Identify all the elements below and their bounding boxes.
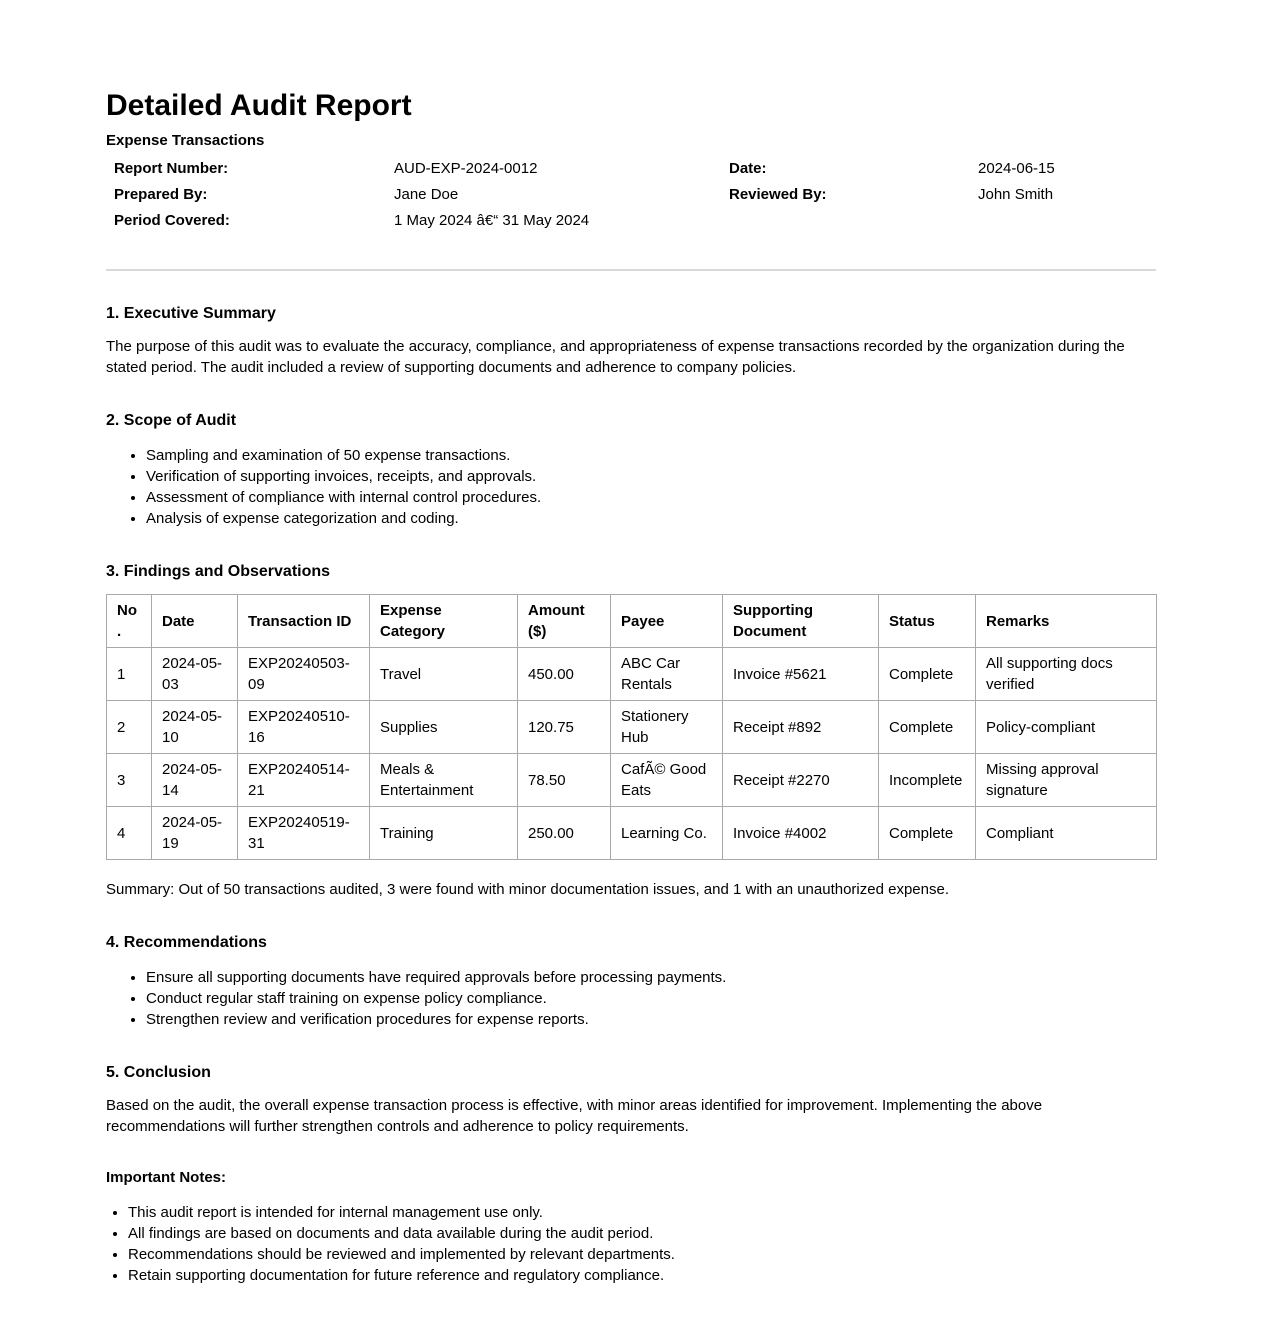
- section-body: The purpose of this audit was to evaluate the accuracy, compliance, and appropriateness of expense transactions recorded by the organization during the stated period. The audit included a review of supporting documents and adherence to company policies.: [106, 338, 1125, 377]
- meta-value-reviewed-by: John Smith: [978, 185, 1054, 203]
- table-cell: Travel: [370, 648, 518, 701]
- table-row: [107, 754, 1157, 807]
- bullet-item: • Verification of supporting invoices, receipts, and approvals.: [146, 466, 1156, 487]
- notes-list: [106, 1202, 1156, 1286]
- table-cell: Compliant: [976, 807, 1157, 860]
- table-header-cell: Remarks: [976, 595, 1157, 648]
- table-cell: Missing approval signature: [976, 754, 1157, 807]
- table-cell: Stationery Hub: [611, 701, 723, 754]
- note-item: • Retain supporting documentation for future reference and regulatory compliance.: [128, 1265, 1156, 1286]
- section-heading: 2. Scope of Audit: [106, 412, 237, 430]
- table-cell: Invoice #5621: [723, 648, 879, 701]
- findings-table: [106, 594, 1157, 860]
- meta-value-period-covered: 1 May 2024 â€“ 31 May 2024: [394, 211, 590, 229]
- table-cell: Complete: [879, 648, 976, 701]
- table-cell: 1: [107, 648, 152, 701]
- table-cell: EXP20240519-31: [238, 807, 370, 860]
- table-cell: Receipt #892: [723, 701, 879, 754]
- meta-value-empty: [970, 207, 1156, 233]
- table-cell: ABC Car Rentals: [611, 648, 723, 701]
- table-cell: 2024-05-03: [152, 648, 238, 701]
- section-recommendations: [106, 932, 1156, 1029]
- table-cell: Complete: [879, 701, 976, 754]
- bullet-item: • Ensure all supporting documents have required approvals before processing payments.: [146, 967, 1156, 988]
- table-cell: 2: [107, 701, 152, 754]
- table-header-cell: Payee: [611, 595, 723, 648]
- findings-summary: Summary: Out of 50 transactions audited, 3 were found with minor documentation issues, and 1 with an unauthorized expense.: [106, 881, 949, 899]
- table-cell: Policy-compliant: [976, 701, 1157, 754]
- table-cell: CafÃ© Good Eats: [611, 754, 723, 807]
- table-header-cell: Transaction ID: [238, 595, 370, 648]
- table-row: [107, 701, 1157, 754]
- note-item: • This audit report is intended for internal management use only.: [128, 1202, 1156, 1223]
- meta-value-date: 2024-06-15: [978, 159, 1055, 177]
- bullet-list: [106, 967, 1156, 1030]
- meta-value-prepared-by: Jane Doe: [394, 185, 459, 203]
- header-divider: [106, 269, 1156, 271]
- table-header-cell: Expense Category: [370, 595, 518, 648]
- table-cell: 2024-05-10: [152, 701, 238, 754]
- meta-row: [106, 155, 1156, 181]
- table-header-cell: Date: [152, 595, 238, 648]
- table-cell: Receipt #2270: [723, 754, 879, 807]
- table-cell: All supporting docs verified: [976, 648, 1157, 701]
- table-cell: Invoice #4002: [723, 807, 879, 860]
- table-cell: 450.00: [518, 648, 611, 701]
- table-cell: 250.00: [518, 807, 611, 860]
- table-header-row: [107, 595, 1157, 648]
- table-header-cell: Amount ($): [518, 595, 611, 648]
- table-cell: Meals & Entertainment: [370, 754, 518, 807]
- bullet-item: • Sampling and examination of 50 expense transactions.: [146, 445, 1156, 466]
- section-heading: 4. Recommendations: [106, 934, 267, 952]
- meta-label-prepared-by: Prepared By:: [114, 185, 208, 203]
- table-cell: Incomplete: [879, 754, 976, 807]
- page-title: Detailed Audit Report: [106, 89, 412, 122]
- table-cell: Supplies: [370, 701, 518, 754]
- section-heading: 5. Conclusion: [106, 1063, 211, 1081]
- section-scope-of-audit: [106, 410, 1156, 528]
- note-item: • Recommendations should be reviewed and implemented by relevant departments.: [128, 1244, 1156, 1265]
- table-cell: Complete: [879, 807, 976, 860]
- section-important-notes: [106, 1167, 1156, 1286]
- table-cell: EXP20240503-09: [238, 648, 370, 701]
- section-conclusion: [106, 1062, 1156, 1137]
- meta-label-reviewed-by: Reviewed By:: [729, 185, 827, 203]
- table-cell: Training: [370, 807, 518, 860]
- bullet-item: • Conduct regular staff training on expense policy compliance.: [146, 988, 1156, 1009]
- meta-row: [106, 207, 1156, 233]
- bullet-item: • Analysis of expense categorization and coding.: [146, 508, 1156, 529]
- bullet-item: • Assessment of compliance with internal control procedures.: [146, 487, 1156, 508]
- report-metadata: [106, 155, 1156, 233]
- meta-row: [106, 181, 1156, 207]
- meta-label-date: Date:: [729, 159, 767, 177]
- table-cell: 4: [107, 807, 152, 860]
- page-subtitle: Expense Transactions: [106, 132, 265, 149]
- section-body: Based on the audit, the overall expense transaction process is effective, with minor areas identified for improvement. Implementing the above recommendations will further strengthen controls and adherence to policy requirements.: [106, 1096, 1043, 1135]
- table-cell: EXP20240510-16: [238, 701, 370, 754]
- table-header-cell: Status: [879, 595, 976, 648]
- meta-label-report-number: Report Number:: [114, 159, 229, 177]
- table-header-cell: Supporting Document: [723, 595, 879, 648]
- meta-value-report-number: AUD-EXP-2024-0012: [394, 159, 538, 177]
- section-heading: 3. Findings and Observations: [106, 562, 331, 580]
- table-row: [107, 807, 1157, 860]
- meta-label-empty: [721, 207, 970, 233]
- section-heading: 1. Executive Summary: [106, 305, 276, 322]
- table-cell: 120.75: [518, 701, 611, 754]
- table-header-cell: No.: [107, 595, 152, 648]
- table-cell: 78.50: [518, 754, 611, 807]
- note-item: • All findings are based on documents and data available during the audit period.: [128, 1223, 1156, 1244]
- table-cell: 2024-05-14: [152, 754, 238, 807]
- report-content: [106, 88, 1156, 1286]
- section-findings: [106, 561, 1156, 900]
- bullet-item: • Strengthen review and verification procedures for expense reports.: [146, 1009, 1156, 1030]
- table-cell: 3: [107, 754, 152, 807]
- notes-heading: Important Notes:: [106, 1168, 226, 1186]
- section-executive-summary: [106, 303, 1156, 378]
- table-cell: EXP20240514-21: [238, 754, 370, 807]
- table-cell: Learning Co.: [611, 807, 723, 860]
- table-row: [107, 648, 1157, 701]
- meta-label-period-covered: Period Covered:: [114, 211, 230, 229]
- table-cell: 2024-05-19: [152, 807, 238, 860]
- bullet-list: [106, 445, 1156, 529]
